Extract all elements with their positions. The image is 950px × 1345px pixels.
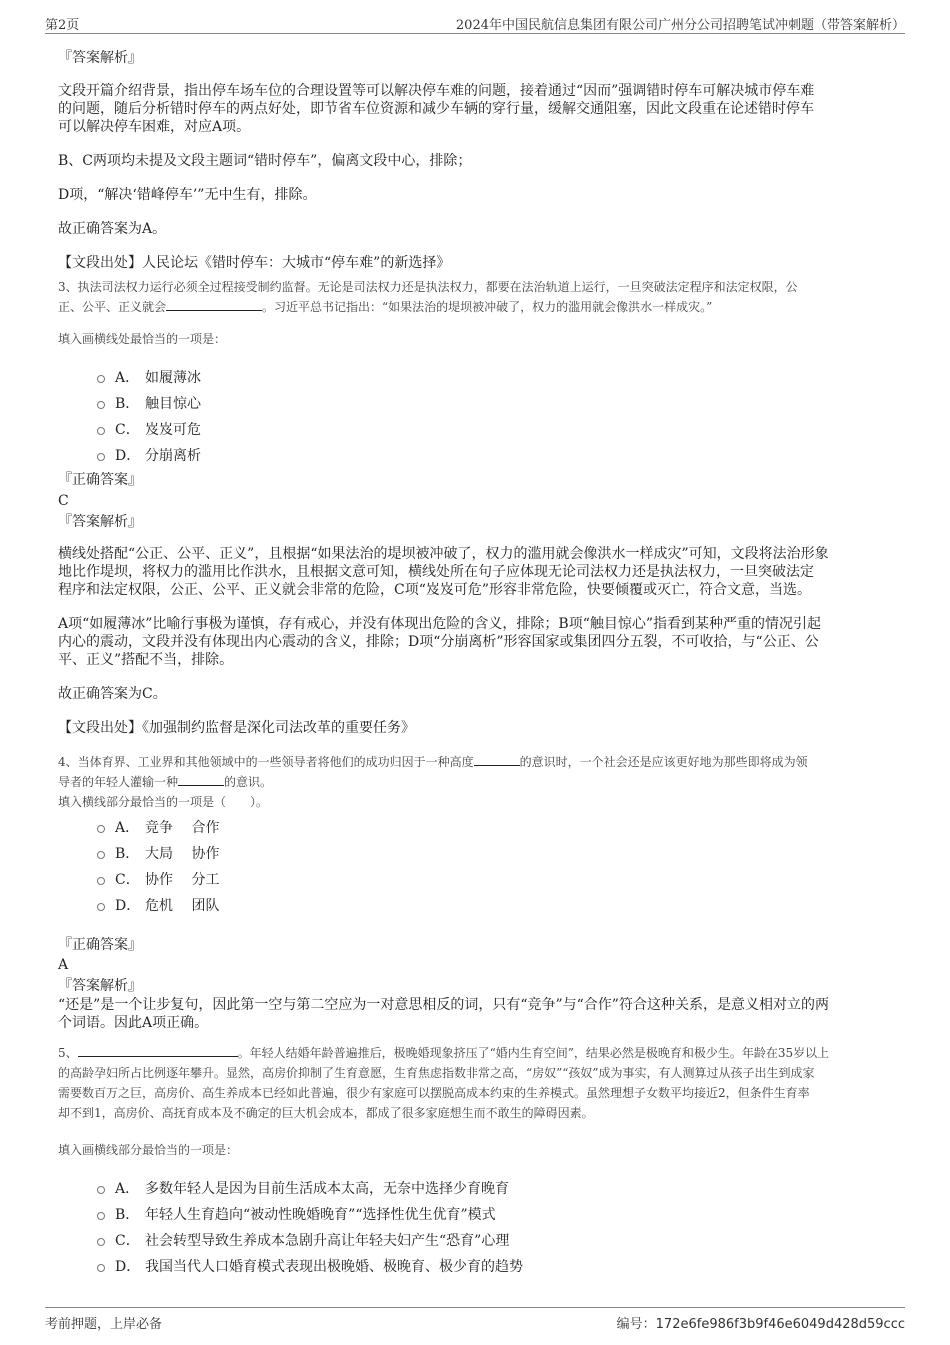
q3-source: 【文段出处】《加强制约监督是深化司法改革的重要任务》: [58, 720, 415, 736]
q5-option-d[interactable]: D． 我国当代人口婚育模式表现出极晚婚、极晚育、极少育的趋势: [97, 1256, 523, 1276]
radio-icon[interactable]: [97, 453, 105, 461]
radio-icon[interactable]: [97, 1238, 105, 1246]
document-code: 编号：172e6fe986f3b9f46e6049d428d59ccc: [616, 1317, 905, 1332]
q2-d-analysis: D项，“解决‘错峰停车’”无中生有，排除。: [58, 187, 317, 203]
radio-icon[interactable]: [97, 903, 105, 911]
q3-prompt: 填入画横线处最恰当的一项是：: [58, 332, 227, 346]
radio-icon[interactable]: [97, 1212, 105, 1220]
q3-option-d[interactable]: D． 分崩离析: [97, 445, 201, 465]
radio-icon[interactable]: [97, 851, 105, 859]
q4-stem: 4、当体育界、工业界和其他领域中的一些领导者将他们的成功归因于一种高度 的意识时，一个社会还是应该更好地为那些即将成为领 导者的年轻人灌输一种 的意识。: [58, 752, 898, 792]
q4-answer: A: [58, 957, 69, 973]
q4-answer-heading: 『正确答案』: [58, 937, 142, 953]
q3-option-b[interactable]: B． 触目惊心: [97, 393, 201, 413]
q4-option-c[interactable]: C． 协作 分工: [97, 869, 219, 889]
radio-icon[interactable]: [97, 401, 105, 409]
page-number: 第2页: [45, 18, 80, 33]
radio-icon[interactable]: [97, 877, 105, 885]
q2-analysis-heading: 『答案解析』: [58, 50, 142, 66]
q3-analysis-paragraph-2: A项“如履薄冰”比喻行事极为谨慎，存有戒心，并没有体现出危险的含义，排除；B项“触目惊心”指看到某种严重的情况引起 内心的震动，文段并没有体现出内心震动的含义，排除；D项“分崩离析”形容国家或集团四分五裂，不可收拾，与“公正、公 平、正义”搭配不当，排除。: [58, 616, 822, 668]
q3-blank: [166, 297, 262, 311]
footer-slogan: 考前押题，上岸必备: [45, 1317, 163, 1332]
q2-bc-analysis: B、C两项均未提及文段主题词“错时停车”，偏离文段中心，排除；: [58, 153, 472, 169]
q5-option-a[interactable]: A． 多数年轻人是因为目前生活成本太高，无奈中选择少育晚育: [97, 1178, 509, 1198]
q4-option-d[interactable]: D． 危机 团队: [97, 895, 219, 915]
q3-answer: C: [58, 493, 69, 509]
q5-option-c[interactable]: C． 社会转型导致生养成本急剧升高让年轻夫妇产生“恐育”心理: [97, 1230, 509, 1250]
q4-analysis-heading: 『答案解析』: [58, 978, 142, 994]
q4-analysis: “还是”是一个让步复句，因此第一空与第二空应为一对意思相反的词，只有“竞争”与“合作”符合这种关系，是意义相对立的两 个词语。因此A项正确。: [58, 997, 829, 1031]
q3-analysis-heading: 『答案解析』: [58, 514, 142, 530]
radio-icon[interactable]: [97, 427, 105, 435]
q3-conclusion: 故正确答案为C。: [58, 686, 167, 702]
radio-icon[interactable]: [97, 1186, 105, 1194]
q4-option-b[interactable]: B． 大局 协作: [97, 843, 219, 863]
q3-analysis-paragraph-1: 横线处搭配“公正、公平、正义”，且根据“如果法治的堤坝被冲破了，权力的滥用就会像洪水一样成灾”可知，文段将法治形象 地比作堤坝，将权力的滥用比作洪水，且根据文意可知，横线处所在句子应体现无论司法权力还是执法权力，一旦突破法定 程序和法定权限，公正、公平、正义就会非常的危险，C项“岌岌可危”形容非常危险，快要倾覆或灭亡，符合文意，当选。: [58, 546, 829, 598]
footer-divider: [45, 1307, 905, 1308]
document-title: 2024年中国民航信息集团有限公司广州分公司招聘笔试冲刺题（带答案解析）: [455, 18, 905, 33]
q4-blank-2: [178, 772, 224, 786]
radio-icon[interactable]: [97, 825, 105, 833]
q2-conclusion: 故正确答案为A。: [58, 221, 167, 237]
q5-stem: 5、 。年轻人结婚年龄普遍推后，极晚婚现象挤压了“婚内生育空间”，结果必然是极晚育和极少生。年龄在35岁以上 的高龄孕妇所占比例逐年攀升。显然，高房价抑制了生育意愿，生育焦虑指数非常之高，“房奴”“孩奴”成为事实，有人测算过从孩子出生到成家 需要数百万之巨，高房价、高生养成本已经如此普遍，很少有家庭可以摆脱高成本约束的生养模式。虽然理想子女数平均接近2，但条件生育率 却不到1，高房价、高抚育成本及不确定的巨大机会成本，都成了很多家庭想生而不敢生的障碍因素。: [58, 1043, 903, 1123]
header-divider: [45, 33, 905, 34]
q2-source: 【文段出处】人民论坛《错时停车：大城市“停车难”的新选择》: [58, 255, 451, 271]
q3-option-a[interactable]: A． 如履薄冰: [97, 367, 201, 387]
q4-option-a[interactable]: A． 竞争 合作: [97, 817, 219, 837]
q5-option-b[interactable]: B． 年轻人生育趋向“被动性晚婚晚育”“选择性优生优育”模式: [97, 1204, 496, 1224]
q4-blank-1: [474, 752, 520, 766]
q2-analysis: 文段开篇介绍背景，指出停车场车位的合理设置等可以解决停车难的问题，接着通过“因而”强调错时停车可解决城市停车难 的问题，随后分析错时停车的两点好处，即节省车位资源和减少车辆的穿行量，缓解交通阻塞，因此文段重在论述错时停车 可以解决停车困难，对应A项。: [58, 83, 815, 135]
q3-answer-heading: 『正确答案』: [58, 472, 142, 488]
q3-stem: 3、执法司法权力运行必须全过程接受制约监督。无论是司法权力还是执法权力，都要在法治轨道上运行，一旦突破法定程序和法定权限，公 正、公平、正义就会 。习近平总书记指出：“如果法治的堤坝被冲破了，权力的滥用就会像洪水一样成灾。”: [58, 280, 798, 314]
q4-prompt: 填入横线部分最恰当的一项是（ ）。: [58, 795, 269, 809]
q3-option-c[interactable]: C． 岌岌可危: [97, 419, 201, 439]
q5-blank: [78, 1043, 238, 1057]
radio-icon[interactable]: [97, 375, 105, 383]
radio-icon[interactable]: [97, 1264, 105, 1272]
q5-prompt: 填入画横线部分最恰当的一项是：: [58, 1143, 239, 1157]
